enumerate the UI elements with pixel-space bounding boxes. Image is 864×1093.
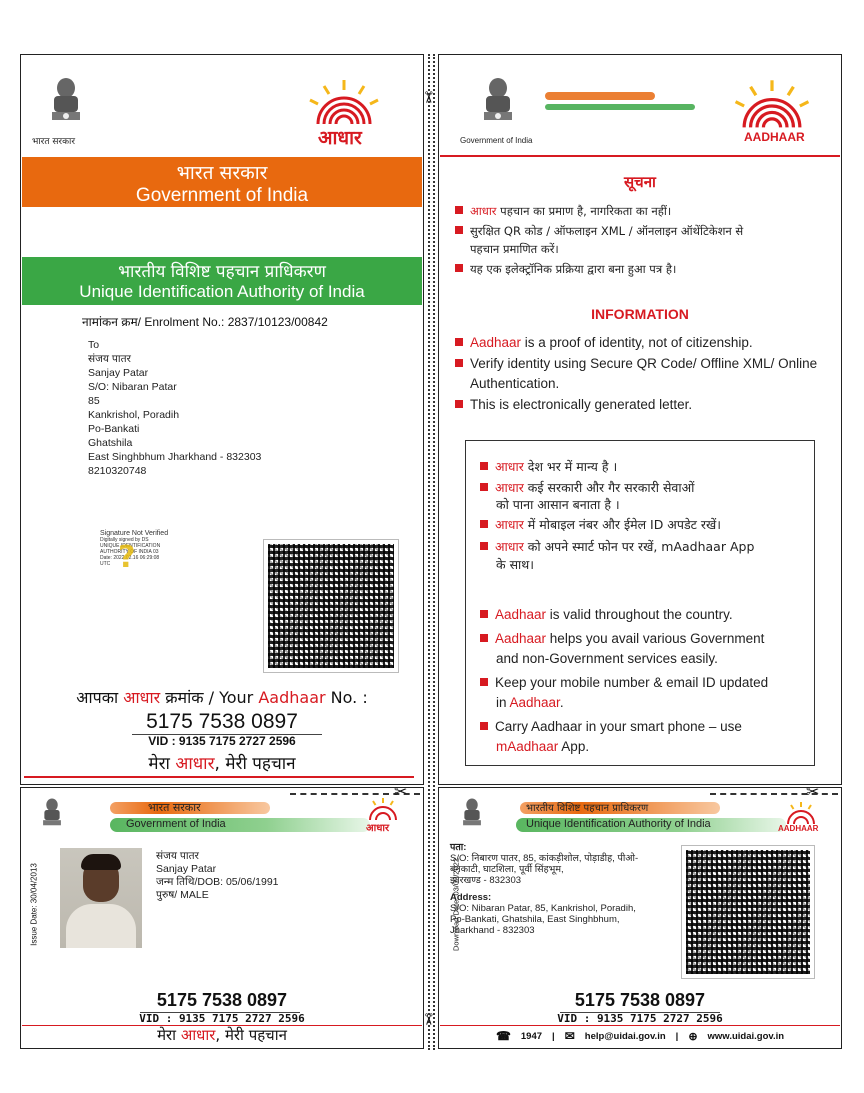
- aadhaar-number: 5175 7538 0897: [146, 710, 298, 733]
- recipient-address: [88, 338, 261, 478]
- box-red: आधार: [495, 459, 524, 474]
- qr-code: [264, 540, 398, 672]
- notice-text: सुरक्षित QR कोड / ऑफलाइन XML / ऑनलाइन ऑथेंटिकेशन से: [470, 224, 744, 238]
- aadhaar-logo-text: AADHAAR: [744, 130, 805, 144]
- bullet-icon: [480, 722, 488, 730]
- box-english-cont: [496, 649, 718, 669]
- info-title: INFORMATION: [591, 306, 689, 322]
- box-text: is valid throughout the country.: [546, 607, 733, 622]
- box-text: .: [559, 695, 564, 710]
- national-emblem-icon: [458, 797, 486, 837]
- box-red: Aadhaar: [509, 695, 560, 710]
- label-part: क्रमांक / Your: [160, 688, 259, 707]
- gender: पुरुष/ MALE: [156, 889, 209, 901]
- uidai-hindi: भारतीय विशिष्ट पहचान प्राधिकरण: [118, 262, 326, 282]
- signature-detail: Date: 2022.02.16 06:29:08: [100, 555, 160, 561]
- box-text: in: [496, 695, 510, 710]
- bullet-icon: [455, 264, 463, 272]
- address-en-line: S/O: Nibaran Patar, 85, Kankrishol, Poradih,: [450, 903, 636, 914]
- separator: |: [675, 1030, 679, 1042]
- box-text: App.: [558, 739, 590, 754]
- label-part: No. :: [325, 688, 368, 707]
- tagline-part: मेरा: [157, 1026, 181, 1044]
- photo: [60, 848, 142, 948]
- info-item: [455, 395, 692, 415]
- box-english-cont: [496, 737, 589, 757]
- box-text: को पाना आसान बनाता है ।: [496, 497, 620, 512]
- website[interactable]: www.uidai.gov.in: [707, 1030, 785, 1042]
- info-red: Aadhaar: [470, 335, 522, 350]
- box-hindi-item: [480, 479, 694, 497]
- national-emblem-icon: [476, 76, 520, 138]
- back-aadhaar-number: 5175 7538 0897: [574, 990, 706, 1010]
- info-text: is a proof of identity, not of citizenship.: [521, 335, 753, 350]
- address-line: Po-Bankati: [88, 423, 140, 435]
- photo-body: [66, 904, 136, 948]
- notice-red: आधार: [470, 204, 497, 218]
- notice-text: यह एक इलेक्ट्रॉनिक प्रक्रिया द्वारा बना हुआ पत्र है।: [470, 262, 677, 276]
- box-text: को अपने स्मार्ट फोन पर रखें, mAadhaar App: [523, 539, 755, 554]
- box-english-item: [480, 717, 742, 737]
- label-part: आपका: [76, 688, 124, 707]
- address-en-line: Jharkhand - 832303: [450, 925, 535, 936]
- box-red: आधार: [495, 517, 524, 532]
- box-hindi-item: [480, 538, 754, 556]
- enrolment-number: [82, 313, 328, 330]
- tagline-part: , मेरी पहचान: [215, 1026, 287, 1044]
- front-logo-text: आधार: [366, 823, 390, 834]
- signature-detail: AUTHORITY OF INDIA 03: [100, 549, 159, 555]
- header-red-line: [440, 155, 840, 157]
- front-gov-hindi: भारत सरकार: [148, 801, 201, 814]
- your-aadhaar-number-label: [0, 686, 444, 708]
- back-address: [450, 842, 638, 936]
- tricolor-strip-saffron: [545, 92, 655, 100]
- box-red: Aadhaar: [495, 631, 547, 646]
- aadhaar-logo-text: आधार: [318, 127, 362, 149]
- scissors-icon: ✂: [419, 90, 439, 105]
- tagline: [0, 751, 444, 774]
- box-hindi-cont: [496, 556, 534, 574]
- back-logo-text: AADHAAR: [778, 824, 819, 833]
- bullet-icon: [480, 542, 488, 550]
- info-item: [455, 354, 817, 374]
- address-en-line: Po-Bankati, Ghatshila, East Singhbhum,: [450, 914, 620, 925]
- national-emblem-icon: [44, 76, 88, 138]
- address-line: 8210320748: [88, 465, 147, 477]
- address-line: S/O: Nibaran Patar: [88, 381, 177, 393]
- signature-detail: UTC: [100, 561, 111, 567]
- download-date: Download Date: 03/02/2022: [451, 858, 461, 951]
- notice-text: पहचान प्रमाणित करें।: [470, 242, 559, 256]
- address-hi-line: S/O: निबारण पातर, 85, कांकड़ीशोल, पोड़ाडीह, पीओ-: [450, 853, 639, 864]
- label-aadhaar-hi: आधार: [123, 688, 161, 707]
- back-uidai-hindi: भारतीय विशिष्ट पहचान प्राधिकरण: [526, 803, 649, 814]
- national-emblem-icon: [38, 797, 66, 837]
- uidai-banner: [22, 257, 422, 305]
- scissors-icon: ✂: [419, 1012, 439, 1027]
- photo-hair: [81, 854, 121, 870]
- signature-question-icon: ?: [118, 540, 136, 575]
- tagline-aadhaar: आधार: [175, 754, 215, 774]
- aadhaar-logo-icon: [724, 76, 820, 136]
- uidai-english: Unique Identification Authority of India: [79, 282, 365, 301]
- box-english-item: [480, 629, 764, 649]
- bullet-icon: [455, 400, 463, 408]
- info-item-cont: [470, 374, 559, 394]
- box-english-item: [480, 673, 768, 693]
- bullet-icon: [480, 462, 488, 470]
- box-english-item: [480, 605, 733, 625]
- bullet-icon: [480, 610, 488, 618]
- back-uidai-english: Unique Identification Authority of India: [526, 818, 711, 830]
- info-item: [455, 333, 753, 353]
- back-red-line: [440, 1025, 840, 1026]
- name-english: Sanjay Patar: [156, 863, 217, 875]
- info-text: Authentication.: [470, 376, 560, 391]
- cut-line-vertical: [428, 54, 430, 1050]
- gov-hindi: भारत सरकार: [176, 162, 268, 184]
- signature-detail: Digitally signed by DS: [100, 537, 149, 543]
- address-line: To: [88, 339, 100, 351]
- box-red: आधार: [495, 539, 524, 554]
- info-text: This is electronically generated letter.: [470, 397, 693, 412]
- name-hindi: संजय पातर: [156, 850, 199, 862]
- box-text: and non-Government services easily.: [496, 651, 718, 666]
- box-red: Aadhaar: [495, 607, 547, 622]
- signature-title: Signature Not Verified: [100, 530, 169, 537]
- gov-banner: [22, 157, 422, 207]
- front-tagline: [20, 1025, 424, 1045]
- bullet-icon: [455, 359, 463, 367]
- bullet-icon: [455, 338, 463, 346]
- help-email[interactable]: help@uidai.gov.in: [584, 1030, 666, 1042]
- box-red: आधार: [495, 480, 524, 495]
- notice-text: पहचान का प्रमाण है, नागरिकता का नहीं।: [496, 204, 672, 218]
- tricolor-strip-green: [545, 104, 695, 110]
- phone-icon: ☎: [495, 1029, 511, 1043]
- bullet-icon: [455, 206, 463, 214]
- scissors-icon: ✂: [394, 782, 408, 801]
- tagline-part: , मेरी पहचान: [214, 754, 296, 774]
- box-text: देश भर में मान्य है ।: [523, 459, 618, 474]
- label-aadhaar-en: Aadhaar: [258, 688, 326, 707]
- box-hindi-item: [480, 458, 617, 476]
- enrolment-value: 2837/10123/00842: [227, 315, 328, 329]
- notice-item-cont: [470, 240, 559, 258]
- box-text: Carry Aadhaar in your smart phone – use: [495, 719, 742, 734]
- address-hi-line: बनकाटी, घाटशिला, पूर्वी सिंहभूम,: [450, 864, 564, 875]
- enrolment-label: नामांकन क्रम/ Enrolment No.:: [82, 315, 228, 329]
- address-line: संजय पातर: [88, 353, 131, 365]
- front-gov-english: Government of India: [126, 818, 226, 830]
- box-text: Keep your mobile number & email ID updated: [495, 675, 769, 690]
- box-hindi-item: [480, 516, 721, 534]
- notice-item: [455, 222, 743, 240]
- address-hi-line: झारखण्ड - 832303: [450, 875, 522, 886]
- dob: जन्म तिथि/DOB: 05/06/1991: [156, 876, 279, 888]
- bullet-icon: [480, 634, 488, 642]
- box-red: mAadhaar: [496, 739, 559, 754]
- address-line: Sanjay Patar: [88, 367, 149, 379]
- back-qr-code: [682, 846, 814, 978]
- helpline: 1947: [520, 1030, 543, 1042]
- mail-icon: ✉: [564, 1029, 575, 1043]
- tagline-aadhaar: आधार: [180, 1026, 216, 1044]
- bullet-icon: [480, 483, 488, 491]
- notice-title: सूचना: [624, 173, 656, 191]
- red-divider: [24, 776, 414, 778]
- globe-icon: ⊕: [688, 1030, 698, 1043]
- address-line: East Singhbhum Jharkhand - 832303: [88, 451, 262, 463]
- box-text: helps you avail various Government: [546, 631, 765, 646]
- box-english-cont: [496, 693, 564, 713]
- box-text: में मोबाइल नंबर और ईमेल ID अपडेट रखें।: [523, 517, 721, 532]
- box-text: कई सरकारी और गैर सरकारी सेवाओं: [523, 480, 695, 495]
- notice-item: [455, 260, 676, 278]
- address-label-en: Address:: [450, 892, 492, 903]
- box-text: के साथ।: [496, 557, 534, 572]
- bullet-icon: [480, 678, 488, 686]
- box-hindi-cont: [496, 496, 620, 514]
- back-vid: VID : 9135 7175 2727 2596: [557, 1012, 723, 1025]
- tagline-part: मेरा: [148, 754, 176, 774]
- separator: |: [552, 1030, 555, 1042]
- front-vid: VID : 9135 7175 2727 2596: [139, 1012, 305, 1025]
- signature-detail: UNIQUE IDENTIFICATION: [100, 543, 161, 549]
- address-label-hi: पता:: [450, 842, 467, 853]
- address-line: Ghatshila: [88, 437, 133, 449]
- front-details: [156, 850, 279, 902]
- vid-number: VID : 9135 7175 2727 2596: [148, 734, 296, 748]
- bullet-icon: [455, 226, 463, 234]
- issue-date: Issue Date: 30/04/2013: [29, 863, 39, 946]
- emblem-caption: भारत सरकार: [32, 137, 76, 147]
- address-line: 85: [88, 395, 100, 407]
- contact-bar: [440, 1029, 840, 1043]
- scissors-icon: ✂: [806, 782, 820, 801]
- info-text: Verify identity using Secure QR Code/ Offline XML/ Online: [470, 356, 818, 371]
- address-line: Kankrishol, Poradih: [88, 409, 180, 421]
- bullet-icon: [480, 520, 488, 528]
- cut-line-vertical-2: [433, 54, 435, 1050]
- emblem-caption: Government of India: [460, 136, 533, 145]
- front-aadhaar-number: 5175 7538 0897: [156, 990, 288, 1010]
- notice-item: [455, 202, 671, 220]
- gov-english: Government of India: [135, 185, 309, 206]
